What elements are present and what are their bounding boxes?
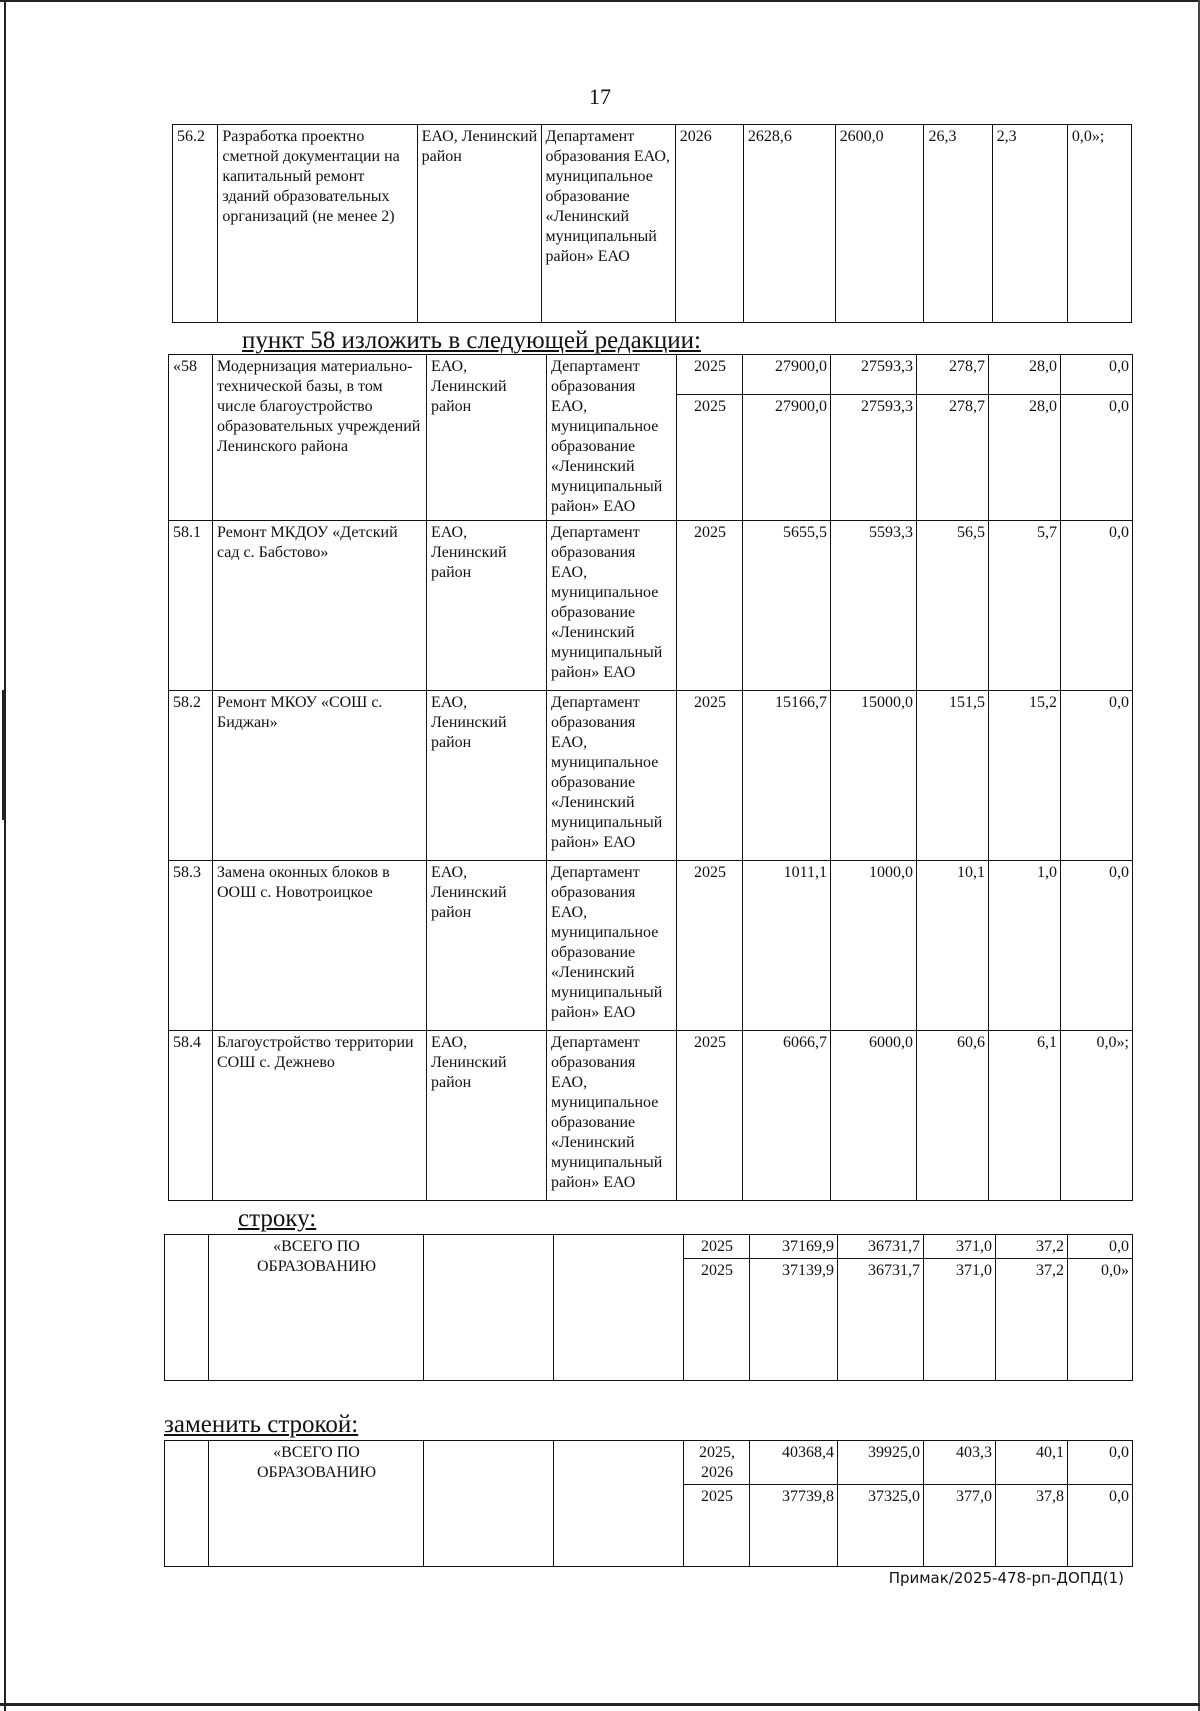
table-new-total xyxy=(164,1440,1133,1567)
cell-num: 56.2 xyxy=(173,125,218,323)
cell-mun: 5,7 xyxy=(989,521,1061,691)
cell-executor-empty xyxy=(554,1441,684,1567)
scan-edge-bottom xyxy=(0,1703,1200,1706)
cell-year: 2025 xyxy=(684,1235,750,1259)
document-code: Примак/2025-478-рп-ДОПД(1) xyxy=(888,1569,1124,1587)
cell-year: 2025 xyxy=(684,1485,750,1567)
cell-name: Замена оконных блоков в ООШ с. Новотроицкое xyxy=(213,861,427,1031)
cell-mun: 1,0 xyxy=(989,861,1061,1031)
cell-other: 0,0 xyxy=(1061,691,1133,861)
table-old-total xyxy=(164,1234,1133,1381)
cell-total: 2628,6 xyxy=(743,125,835,323)
cell-num: 58.2 xyxy=(169,691,213,861)
cell-total: 27900,0 xyxy=(743,355,831,395)
scan-mark xyxy=(2,690,4,820)
cell-total: 1011,1 xyxy=(743,861,831,1031)
cell-reg: 403,3 xyxy=(924,1441,996,1485)
cell-place: ЕАО, Ленинский район xyxy=(417,125,541,323)
cell-mun: 37,8 xyxy=(996,1485,1068,1567)
cell-fed: 36731,7 xyxy=(838,1235,924,1259)
cell-reg: 377,0 xyxy=(924,1485,996,1567)
cell-num-empty xyxy=(165,1441,209,1567)
cell-reg: 278,7 xyxy=(917,395,989,521)
cell-total: 5655,5 xyxy=(743,521,831,691)
instruction-row: строку: xyxy=(238,1205,317,1232)
cell-mun: 28,0 xyxy=(989,395,1061,521)
cell-place: ЕАО, Ленинский район xyxy=(427,861,547,1031)
cell-total: 37139,9 xyxy=(750,1259,838,1381)
cell-year: 2025 xyxy=(677,521,743,691)
cell-name: «ВСЕГО ПО ОБРАЗОВАНИЮ xyxy=(209,1441,424,1567)
cell-year: 2025 xyxy=(677,691,743,861)
cell-reg: 371,0 xyxy=(924,1259,996,1381)
cell-fed: 6000,0 xyxy=(831,1031,917,1201)
cell-fed: 27593,3 xyxy=(831,355,917,395)
cell-reg: 371,0 xyxy=(924,1235,996,1259)
cell-other: 0,0 xyxy=(1068,1485,1133,1567)
cell-name: Ремонт МКОУ «СОШ с. Биджан» xyxy=(213,691,427,861)
cell-place: ЕАО, Ленинский район xyxy=(427,691,547,861)
cell-name: Разработка проектно сметной документации на капитальный ремонт зданий образовательных организаций (не менее 2) xyxy=(218,125,417,323)
cell-total: 27900,0 xyxy=(743,395,831,521)
cell-total: 6066,7 xyxy=(743,1031,831,1201)
cell-num: 58.4 xyxy=(169,1031,213,1201)
cell-fed: 5593,3 xyxy=(831,521,917,691)
cell-fed: 37325,0 xyxy=(838,1485,924,1567)
cell-executor: Департамент образования ЕАО, муниципальное образование «Ленинский муниципальный район» ЕАО xyxy=(547,521,677,691)
cell-other: 0,0 xyxy=(1068,1441,1133,1485)
cell-reg: 56,5 xyxy=(917,521,989,691)
scan-edge-top xyxy=(0,0,1200,2)
cell-year: 2025 xyxy=(684,1259,750,1381)
cell-other: 0,0 xyxy=(1068,1235,1133,1259)
cell-year: 2025 xyxy=(677,355,743,395)
cell-reg: 278,7 xyxy=(917,355,989,395)
cell-mun: 37,2 xyxy=(996,1235,1068,1259)
cell-mun: 40,1 xyxy=(996,1441,1068,1485)
cell-executor: Департамент образования ЕАО, муниципальное образование «Ленинский муниципальный район» ЕАО xyxy=(547,691,677,861)
cell-num: «58 xyxy=(169,355,213,521)
page-number: 17 xyxy=(589,84,611,109)
cell-year: 2026 xyxy=(675,125,743,323)
cell-executor: Департамент образования ЕАО, муниципальное образование «Ленинский муниципальный район» ЕАО xyxy=(541,125,675,323)
cell-num: 58.1 xyxy=(169,521,213,691)
cell-place: ЕАО, Ленинский район xyxy=(427,355,547,521)
table-row-56-2 xyxy=(172,124,1132,323)
cell-num: 58.3 xyxy=(169,861,213,1031)
cell-place: ЕАО, Ленинский район xyxy=(427,521,547,691)
cell-fed: 27593,3 xyxy=(831,395,917,521)
cell-year: 2025 xyxy=(677,861,743,1031)
cell-fed: 2600,0 xyxy=(835,125,924,323)
cell-name: Модернизация материально-технической базы, в том числе благоустройство образовательных учреждений Ленинского района xyxy=(213,355,427,521)
cell-total: 37169,9 xyxy=(750,1235,838,1259)
cell-executor: Департамент образования ЕАО, муниципальное образование «Ленинский муниципальный район» ЕАО xyxy=(547,355,677,521)
cell-other: 0,0 xyxy=(1061,355,1133,395)
cell-other: 0,0 xyxy=(1061,521,1133,691)
cell-year: 2025 xyxy=(677,1031,743,1201)
cell-total: 37739,8 xyxy=(750,1485,838,1567)
cell-name: Ремонт МКДОУ «Детский сад с. Бабстово» xyxy=(213,521,427,691)
cell-other: 0,0» xyxy=(1068,1259,1133,1381)
cell-mun: 6,1 xyxy=(989,1031,1061,1201)
cell-year: 2025, 2026 xyxy=(684,1441,750,1485)
cell-mun: 28,0 xyxy=(989,355,1061,395)
cell-name: Благоустройство территории СОШ с. Дежнево xyxy=(213,1031,427,1201)
cell-executor: Департамент образования ЕАО, муниципальное образование «Ленинский муниципальный район» ЕАО xyxy=(547,1031,677,1201)
cell-fed: 1000,0 xyxy=(831,861,917,1031)
cell-total: 40368,4 xyxy=(750,1441,838,1485)
cell-reg: 26,3 xyxy=(924,125,992,323)
cell-mun: 37,2 xyxy=(996,1259,1068,1381)
table-point-58 xyxy=(168,354,1133,1201)
cell-reg: 10,1 xyxy=(917,861,989,1031)
cell-total: 15166,7 xyxy=(743,691,831,861)
instruction-point-58: пункт 58 изложить в следующей редакции: xyxy=(242,327,701,354)
cell-executor-empty xyxy=(554,1235,684,1381)
cell-other: 0,0»; xyxy=(1061,1031,1133,1201)
cell-fed: 39925,0 xyxy=(838,1441,924,1485)
scan-edge-left xyxy=(4,0,6,1711)
cell-num-empty xyxy=(165,1235,209,1381)
cell-reg: 151,5 xyxy=(917,691,989,861)
cell-reg: 60,6 xyxy=(917,1031,989,1201)
cell-mun: 15,2 xyxy=(989,691,1061,861)
cell-name: «ВСЕГО ПО ОБРАЗОВАНИЮ xyxy=(209,1235,424,1381)
cell-fed: 15000,0 xyxy=(831,691,917,861)
cell-other: 0,0 xyxy=(1061,395,1133,521)
cell-fed: 36731,7 xyxy=(838,1259,924,1381)
instruction-replace: заменить строкой: xyxy=(164,1411,359,1438)
cell-place-empty xyxy=(424,1235,554,1381)
cell-year: 2025 xyxy=(677,395,743,521)
cell-place-empty xyxy=(424,1441,554,1567)
cell-executor: Департамент образования ЕАО, муниципальное образование «Ленинский муниципальный район» ЕАО xyxy=(547,861,677,1031)
cell-other: 0,0 xyxy=(1061,861,1133,1031)
cell-other: 0,0»; xyxy=(1067,125,1131,323)
cell-mun: 2,3 xyxy=(992,125,1067,323)
cell-place: ЕАО, Ленинский район xyxy=(427,1031,547,1201)
